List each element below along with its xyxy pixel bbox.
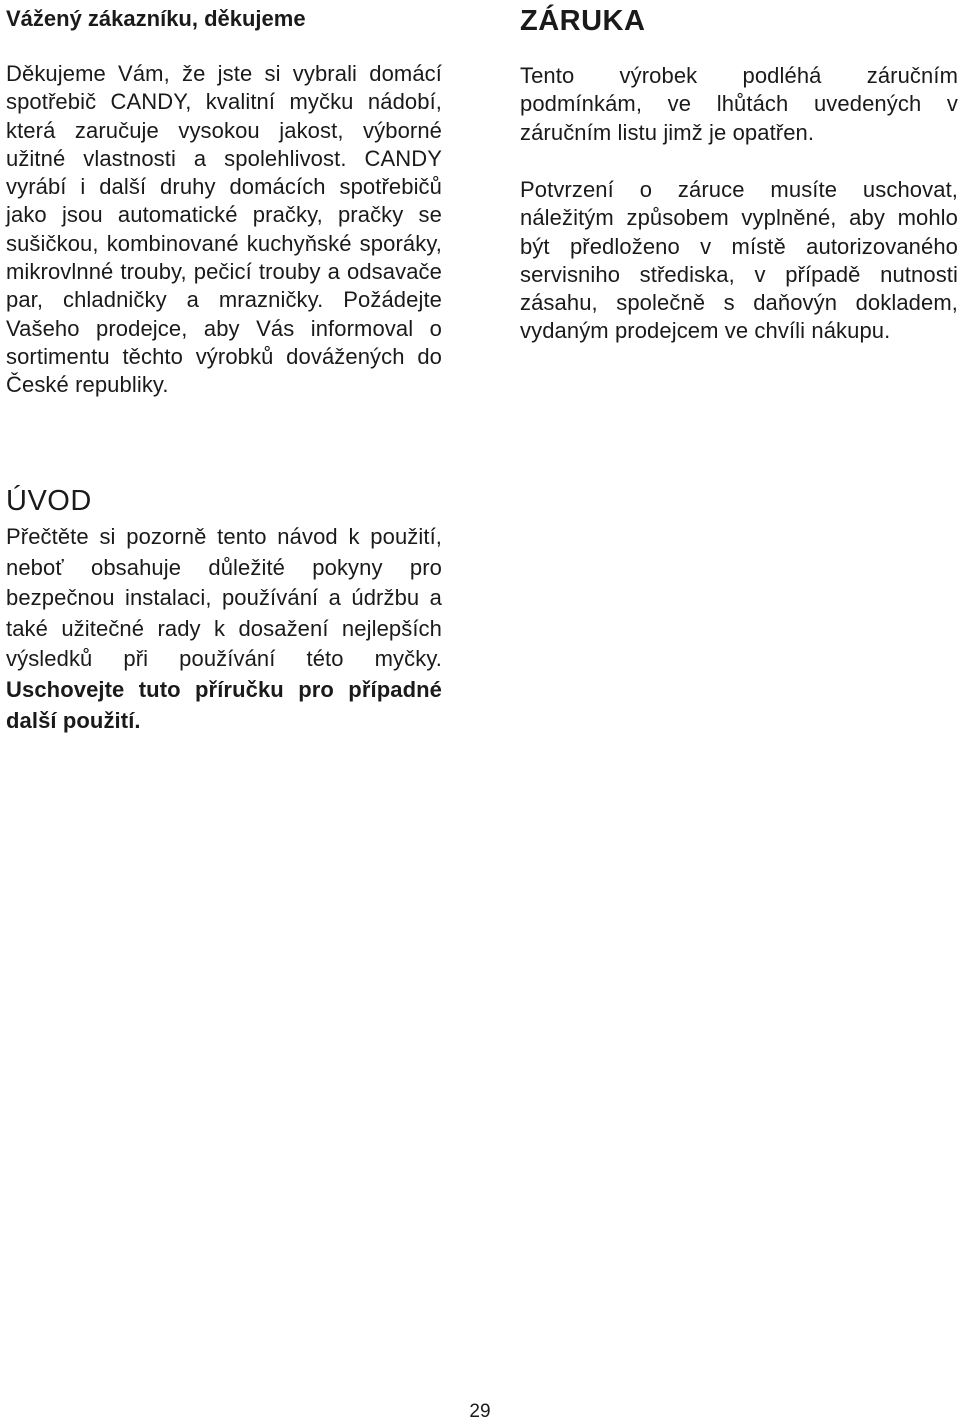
- page-number: 29: [469, 1401, 491, 1422]
- intro-paragraph: Děkujeme Vám, že jste si vybrali domácí spotřebič CANDY, kvalitní myčku nádobí, která zaručuje vysokou jakost, výborné užitné vlastnosti a spolehlivost. CANDY vyrábí i další druhy domácích spotřebičů jako jsou automatické pračky, pračky se sušičkou, kombinované kuchyňské sporáky, mikrovlnné trouby, pečicí trouby a odsavače par, chladničky a mrazničky. Požádejte Vašeho prodejce, aby Vás informoval o sortimentu těchto výrobků dovážených do České republiky.: [6, 61, 442, 398]
- uvod-text: Přečtěte si pozorně tento návod k použití, neboť obsahuje důležité pokyny pro bezpečnou instalaci, používání a údržbu a také užitečné rady k dosažení nejlepších výsledků při používání této myčky.: [6, 524, 442, 672]
- uvod-heading: ÚVOD: [6, 485, 92, 517]
- zaruka-paragraph-terms: Tento výrobek podléhá záručním podmínkám, ve lhůtách uvedených v záručním listu jimž je opatřen.: [520, 63, 958, 145]
- thanks-heading: Vážený zákazníku, děkujeme: [6, 6, 306, 31]
- zaruka-heading: ZÁRUKA: [520, 5, 646, 37]
- uvod-paragraph: [6, 522, 442, 736]
- uvod-keep-manual-note: Uschovejte tuto příručku pro případné další použití.: [6, 676, 442, 733]
- zaruka-paragraph-confirmation: Potvrzení o záruce musíte uschovat, náležitým způsobem vyplněné, aby mohlo být předloženo v místě autorizovaného servisniho střediska, v případě nutnosti zásahu, společně s daňovýn dokladem, vydaným prodejcem ve chvíli nákupu.: [520, 177, 958, 344]
